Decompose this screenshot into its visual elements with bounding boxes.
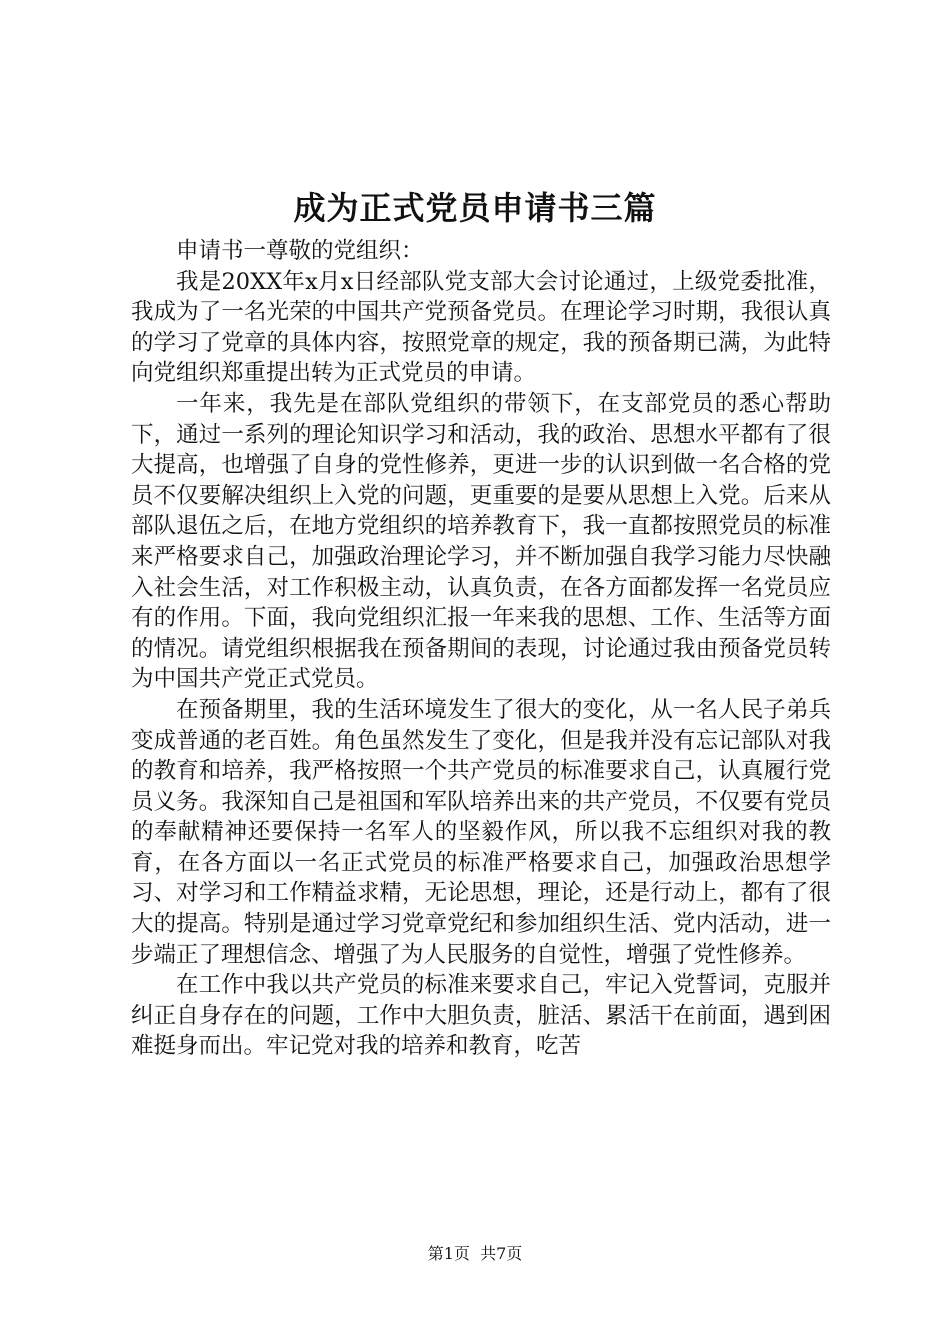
document-title: 成为正式党员申请书三篇 xyxy=(293,189,657,227)
body-paragraph: 我是20XX年x月x日经部队党支部大会讨论通过，上级党委批准，我成为了一名光荣的中国共产党预备党员。在理论学习时期，我很认真的学习了党章的具体内容，按照党章的规定，我的预备期已满，为此特向党组织郑重提出转为正式党员的申请。 xyxy=(131,268,831,387)
document-body xyxy=(131,236,831,1062)
body-paragraph: 一年来，我先是在部队党组织的带领下，在支部党员的悉心帮助下，通过一系列的理论知识学习和活动，我的政治、思想水平都有了很大提高，也增强了自身的党性修养，更进一步的认识到做一名合格的党员不仅要解决组织上入党的问题，更重要的是要从思想上入党。后来从部队退伍之后，在地方党组织的培养教育下，我一直都按照党员的标准来严格要求自己，加强政治理论学习，并不断加强自我学习能力尽快融入社会生活，对工作积极主动，认真负责，在各方面都发挥一名党员应有的作用。下面，我向党组织汇报一年来我的思想、工作、生活等方面的情况。请党组织根据我在预备期间的表现，讨论通过我由预备党员转为中国共产党正式党员。 xyxy=(131,390,831,693)
body-paragraph: 在工作中我以共产党员的标准来要求自己，牢记入党誓词，克服并纠正自身存在的问题，工作中大胆负责，脏活、累活干在前面，遇到困难挺身而出。牢记党对我的培养和教育，吃苦 xyxy=(131,972,831,1060)
page-footer xyxy=(0,1244,950,1264)
body-paragraph: 在预备期里，我的生活环境发生了很大的变化，从一名人民子弟兵变成普通的老百姓。角色虽然发生了变化，但是我并没有忘记部队对我的教育和培养，我严格按照一个共产党员的标准要求自己，认真履行党员义务。我深知自己是祖国和军队培养出来的共产党员，不仅要有党员的奉献精神还要保持一名军人的坚毅作风，所以我不忘组织对我的教育，在各方面以一名正式党员的标准严格要求自己，加强政治思想学习、对学习和工作精益求精，无论思想，理论，还是行动上，都有了很大的提高。特别是通过学习党章党纪和参加组织生活、党内活动，进一步端正了理想信念、增强了为人民服务的自觉性，增强了党性修养。 xyxy=(131,696,831,968)
page-number: 第1页 共7页 xyxy=(427,1244,523,1263)
salutation-paragraph: 申请书一尊敬的党组织： xyxy=(176,238,424,264)
